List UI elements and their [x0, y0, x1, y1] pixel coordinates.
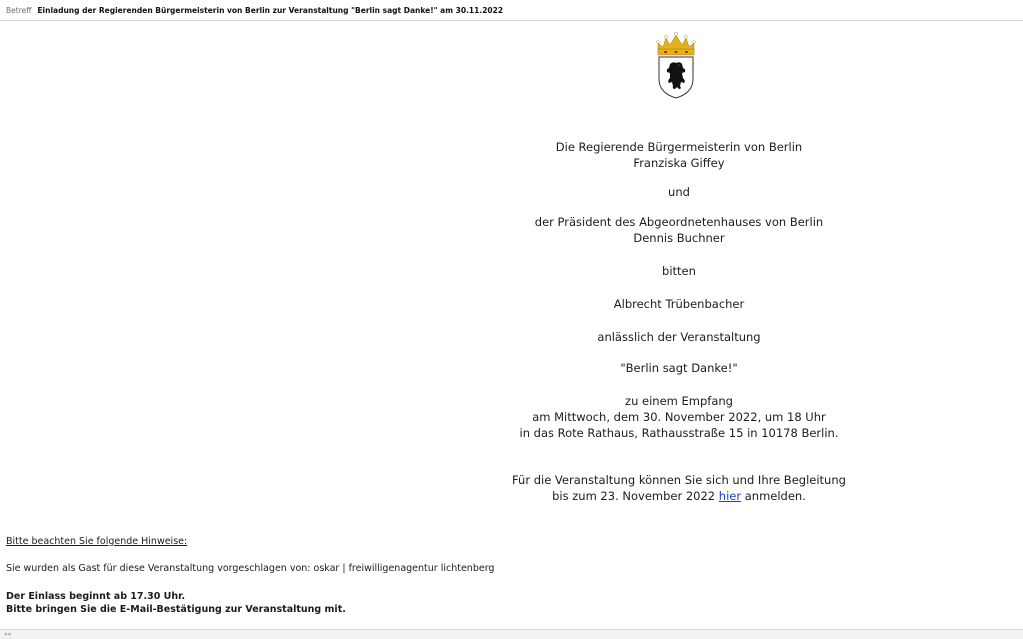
host-title: Die Regierende Bürgermeisterin von Berlin: [555, 140, 803, 154]
entry-time-text: Der Einlass beginnt ab 17.30 Uhr.: [6, 591, 186, 602]
register-pre: bis zum 23. November 2022: [552, 489, 719, 503]
register-line1: Für die Veranstaltung können Sie sich und Ihre Begleitung: [512, 473, 846, 487]
and-text: und: [668, 185, 690, 199]
guest-name: Albrecht Trübenbacher: [613, 297, 745, 311]
subject-text: Einladung der Regierenden Bürgermeisterin von Berlin zur Veranstaltung "Berlin sagt Danke!" am 30.11.2022: [37, 5, 504, 15]
host-name: Franziska Giffey: [633, 156, 725, 170]
register-link[interactable]: hier: [718, 489, 742, 503]
notes-heading: Bitte beachten Sie folgende Hinweise:: [6, 536, 188, 547]
bring-confirmation-text: Bitte bringen Sie die E-Mail-Bestätigung zur Veranstaltung mit.: [6, 604, 346, 615]
reception-text: zu einem Empfang: [625, 394, 733, 408]
ask-text: bitten: [662, 264, 696, 278]
register-line2: [445, 488, 913, 504]
event-place: in das Rote Rathaus, Rathausstraße 15 in 10178 Berlin.: [519, 426, 839, 440]
occasion-text: anlässlich der Veranstaltung: [597, 330, 761, 344]
email-body: [0, 22, 1023, 629]
event-date: am Mittwoch, dem 30. November 2022, um 18 Uhr: [532, 410, 826, 424]
footer-bar: [0, 629, 1023, 639]
subject-bar: [0, 0, 1023, 21]
footer-glyph: «»: [4, 631, 12, 638]
cohost-title: der Präsident des Abgeordnetenhauses von Berlin: [534, 215, 824, 229]
suggested-by-text: Sie wurden als Gast für diese Veranstaltung vorgeschlagen von: oskar | freiwilligenagentur lichtenberg: [6, 563, 495, 574]
cohost-name: Dennis Buchner: [633, 231, 725, 245]
subject-label: Betreff: [6, 5, 32, 15]
event-name: "Berlin sagt Danke!": [620, 361, 738, 375]
register-post: anmelden.: [741, 489, 806, 503]
